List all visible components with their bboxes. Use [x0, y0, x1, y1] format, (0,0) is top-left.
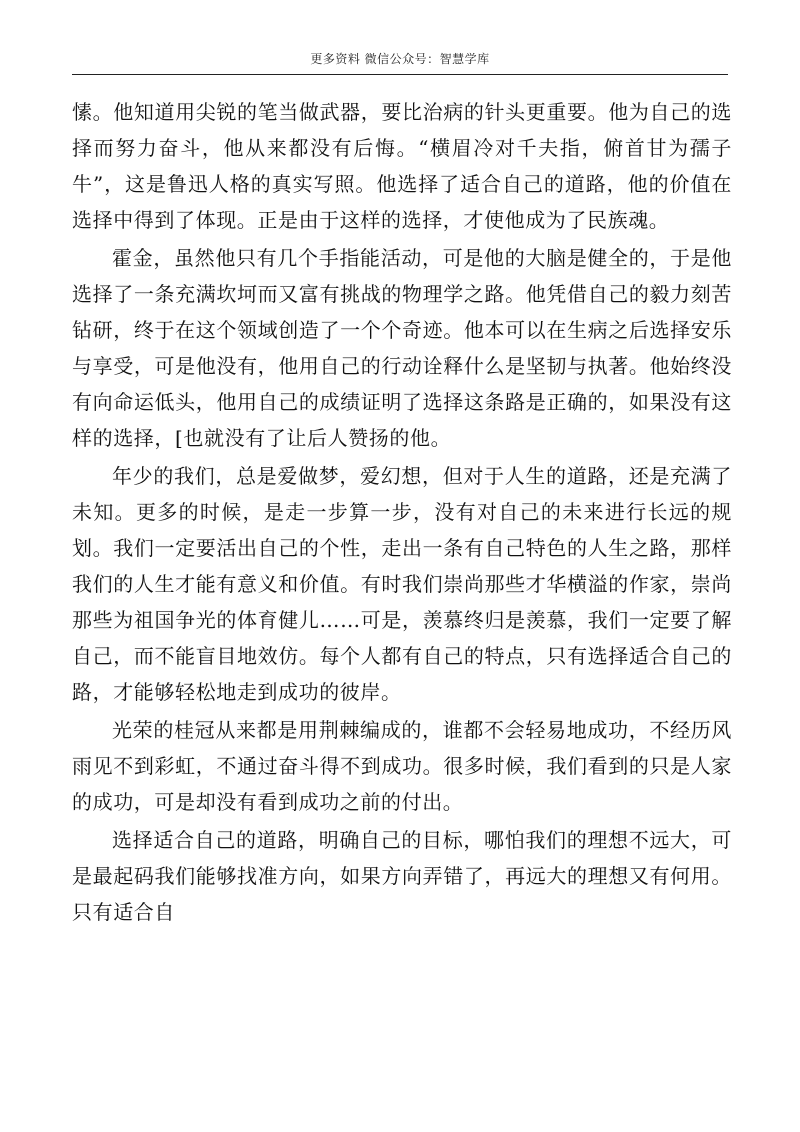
document-body	[72, 94, 732, 930]
paragraph-3: 年少的我们，总是爱做梦，爱幻想，但对于人生的道路，还是充满了未知。更多的时候，是走一步算一步，没有对自己的未来进行长远的规划。我们一定要活出自己的个性，走出一条有自己特色的人生之路，那样我们的人生才能有意义和价值。有时我们崇尚那些才华横溢的作家，崇尚那些为祖国争光的体育健儿……可是，羡慕终归是羡慕，我们一定要了解自己，而不能盲目地效仿。每个人都有自己的特点，只有选择适合自己的路，才能够轻松地走到成功的彼岸。	[72, 464, 732, 704]
paragraph-5: 选择适合自己的道路，明确自己的目标，哪怕我们的理想不远大，可是最起码我们能够找准方向，如果方向弄错了，再远大的理想又有何用。只有适合自	[72, 828, 732, 924]
paragraph-2: 霍金，虽然他只有几个手指能活动，可是他的大脑是健全的，于是他选择了一条充满坎坷而又富有挑战的物理学之路。他凭借自己的毅力刻苦钻研，终于在这个领域创造了一个个奇迹。他本可以在生病之后选择安乐与享受，可是他没有，他用自己的行动诠释什么是坚韧与执著。他始终没有向命运低头，他用自己的成绩证明了选择这条路是正确的，如果没有这样的选择，[也就没有了让后人赞扬的他。	[72, 246, 732, 450]
page-header: 更多资料 微信公众号：智慧学库	[72, 44, 728, 75]
paragraph-4: 光荣的桂冠从来都是用荆棘编成的，谁都不会轻易地成功，不经历风雨见不到彩虹，不通过奋斗得不到成功。很多时候，我们看到的只是人家的成功，可是却没有看到成功之前的付出。	[72, 718, 732, 814]
paragraph-1: 愫。他知道用尖锐的笔当做武器，要比治病的针头更重要。他为自己的选择而努力奋斗，他从来都没有后悔。“横眉冷对千夫指，俯首甘为孺子牛”，这是鲁迅人格的真实写照。他选择了适合自己的道路，他的价值在选择中得到了体现。正是由于这样的选择，才使他成为了民族魂。	[72, 100, 732, 232]
